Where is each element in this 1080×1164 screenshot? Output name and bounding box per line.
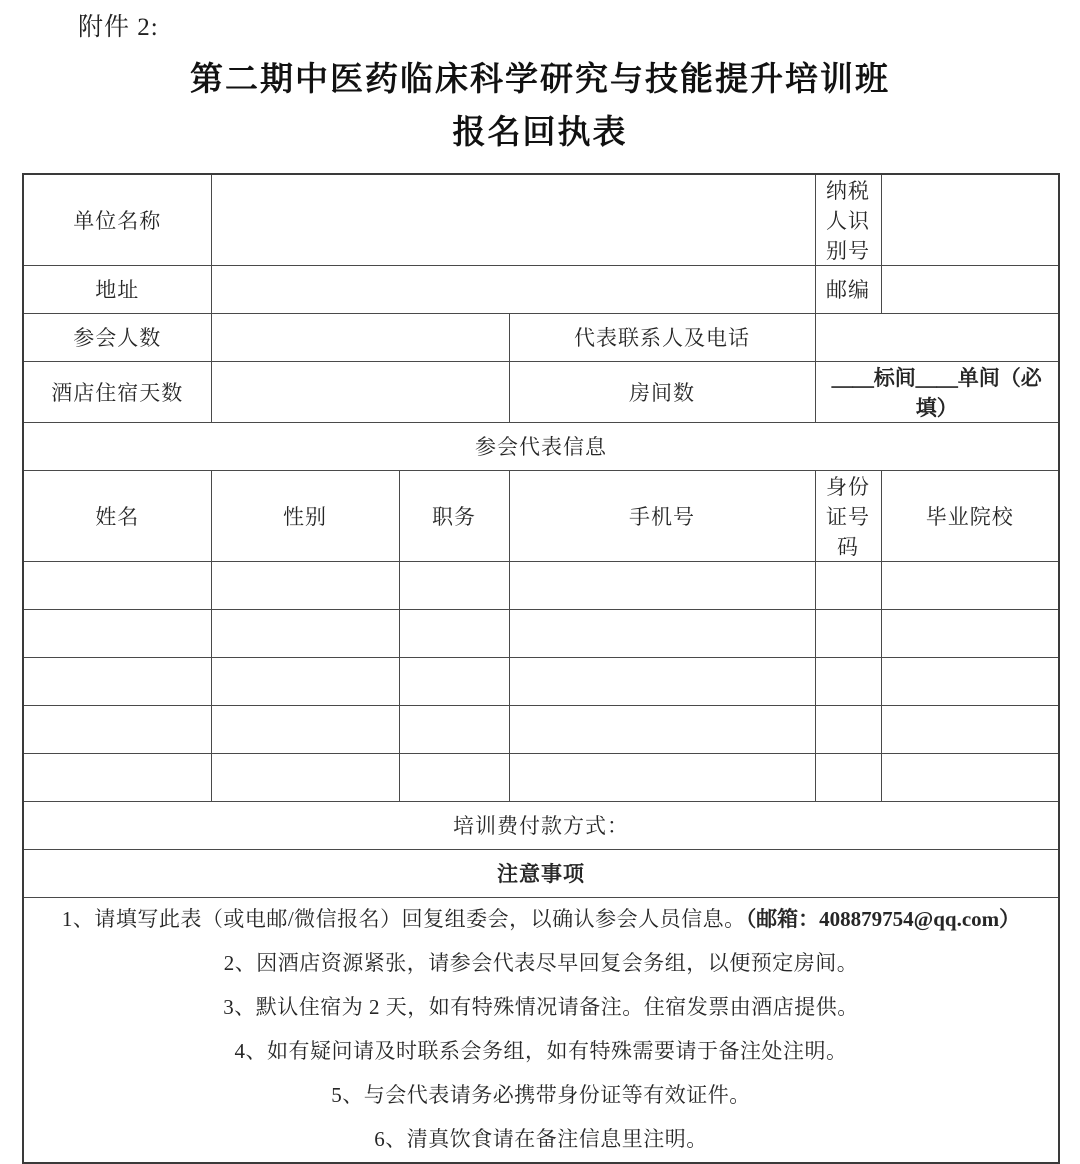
note-text: 6、清真饮食请在备注信息里注明。 (374, 1126, 708, 1151)
delegate-cell-name[interactable] (23, 705, 211, 753)
postcode-label: 邮编 (815, 265, 881, 313)
delegate-cell-position[interactable] (399, 609, 509, 657)
delegate-cell-name[interactable] (23, 657, 211, 705)
note-text: 3、默认住宿为 2 天，如有特殊情况请备注。住宿发票由酒店提供。 (223, 994, 859, 1019)
table-row-payment (23, 801, 1059, 849)
delegate-cell-position[interactable] (399, 561, 509, 609)
registration-form-table (22, 173, 1060, 1164)
delegate-cell-phone[interactable] (509, 609, 815, 657)
table-row (23, 657, 1059, 705)
org-name-value[interactable] (211, 174, 815, 266)
delegate-cell-school[interactable] (881, 609, 1059, 657)
delegate-cell-school[interactable] (881, 753, 1059, 801)
taxpayer-id-label: 纳税人识别号 (815, 174, 881, 266)
table-row-delegates-section (23, 422, 1059, 470)
note-text: 4、如有疑问请及时联系会务组，如有特殊需要请于备注处注明。 (234, 1038, 848, 1063)
room-count-value[interactable] (815, 361, 1059, 422)
contact-value[interactable] (815, 313, 1059, 361)
delegate-cell-idnumber[interactable] (815, 609, 881, 657)
table-row (23, 705, 1059, 753)
delegate-cell-phone[interactable] (509, 753, 815, 801)
title-line-2: 报名回执表 (452, 115, 628, 152)
room-count-label: 房间数 (509, 361, 815, 422)
list-item (30, 942, 1052, 986)
page-title (0, 57, 1080, 157)
table-row (23, 609, 1059, 657)
table-row-notes (23, 897, 1059, 1163)
delegate-cell-gender[interactable] (211, 753, 399, 801)
table-row-attendee-count (23, 313, 1059, 361)
note-email: （邮箱：408879754@qq.com） (745, 906, 1021, 931)
list-item (30, 1074, 1052, 1118)
delegate-cell-name[interactable] (23, 561, 211, 609)
delegate-cell-gender[interactable] (211, 657, 399, 705)
delegate-col-gender: 性别 (211, 470, 399, 561)
delegate-col-name: 姓名 (23, 470, 211, 561)
delegate-cell-idnumber[interactable] (815, 705, 881, 753)
delegate-cell-name[interactable] (23, 753, 211, 801)
delegate-cell-idnumber[interactable] (815, 561, 881, 609)
delegate-cell-school[interactable] (881, 705, 1059, 753)
delegate-col-phone: 手机号 (509, 470, 815, 561)
hotel-nights-label: 酒店住宿天数 (23, 361, 211, 422)
delegate-cell-gender[interactable] (211, 561, 399, 609)
table-row-address (23, 265, 1059, 313)
contact-label: 代表联系人及电话 (509, 313, 815, 361)
table-row-delegate-headers (23, 470, 1059, 561)
table-row (23, 561, 1059, 609)
delegate-cell-phone[interactable] (509, 561, 815, 609)
attendee-count-value[interactable] (211, 313, 509, 361)
attendee-count-label: 参会人数 (23, 313, 211, 361)
org-name-label: 单位名称 (23, 174, 211, 266)
delegate-cell-gender[interactable] (211, 705, 399, 753)
registration-form-container (22, 173, 1058, 1164)
list-item (30, 1030, 1052, 1074)
table-row-notice-heading (23, 849, 1059, 897)
list-item (30, 986, 1052, 1030)
delegate-cell-school[interactable] (881, 561, 1059, 609)
note-text: 2、因酒店资源紧张，请参会代表尽早回复会务组，以便预定房间。 (223, 950, 859, 975)
address-value[interactable] (211, 265, 815, 313)
address-label: 地址 (23, 265, 211, 313)
delegate-col-position: 职务 (399, 470, 509, 561)
notice-heading: 注意事项 (23, 849, 1059, 897)
delegate-cell-idnumber[interactable] (815, 657, 881, 705)
delegate-cell-idnumber[interactable] (815, 753, 881, 801)
taxpayer-id-value[interactable] (881, 174, 1059, 266)
room-count-text: ＿＿标间＿＿单间（必填） (831, 365, 1042, 420)
table-row-hotel (23, 361, 1059, 422)
delegate-cell-phone[interactable] (509, 705, 815, 753)
delegate-cell-position[interactable] (399, 657, 509, 705)
delegate-cell-gender[interactable] (211, 609, 399, 657)
note-text: 5、与会代表请务必携带身份证等有效证件。 (331, 1082, 751, 1107)
table-row-org-name (23, 174, 1059, 266)
list-item (30, 898, 1052, 942)
postcode-value[interactable] (881, 265, 1059, 313)
delegate-cell-position[interactable] (399, 705, 509, 753)
hotel-nights-value[interactable] (211, 361, 509, 422)
table-row (23, 753, 1059, 801)
delegate-cell-phone[interactable] (509, 657, 815, 705)
payment-method-label[interactable]: 培训费付款方式： (23, 801, 1059, 849)
notes-list (23, 897, 1059, 1163)
delegate-cell-position[interactable] (399, 753, 509, 801)
title-line-1: 第二期中医药临床科学研究与技能提升培训班 (190, 62, 890, 99)
delegate-cell-name[interactable] (23, 609, 211, 657)
delegate-col-idnumber: 身份证号码 (815, 470, 881, 561)
delegate-col-school: 毕业院校 (881, 470, 1059, 561)
list-item (30, 1118, 1052, 1162)
delegates-section-title: 参会代表信息 (23, 422, 1059, 470)
attachment-label: 附件 2: (78, 14, 159, 41)
note-text: 1、请填写此表（或电邮/微信报名）回复组委会，以确认参会人员信息。 (61, 906, 746, 931)
delegate-cell-school[interactable] (881, 657, 1059, 705)
